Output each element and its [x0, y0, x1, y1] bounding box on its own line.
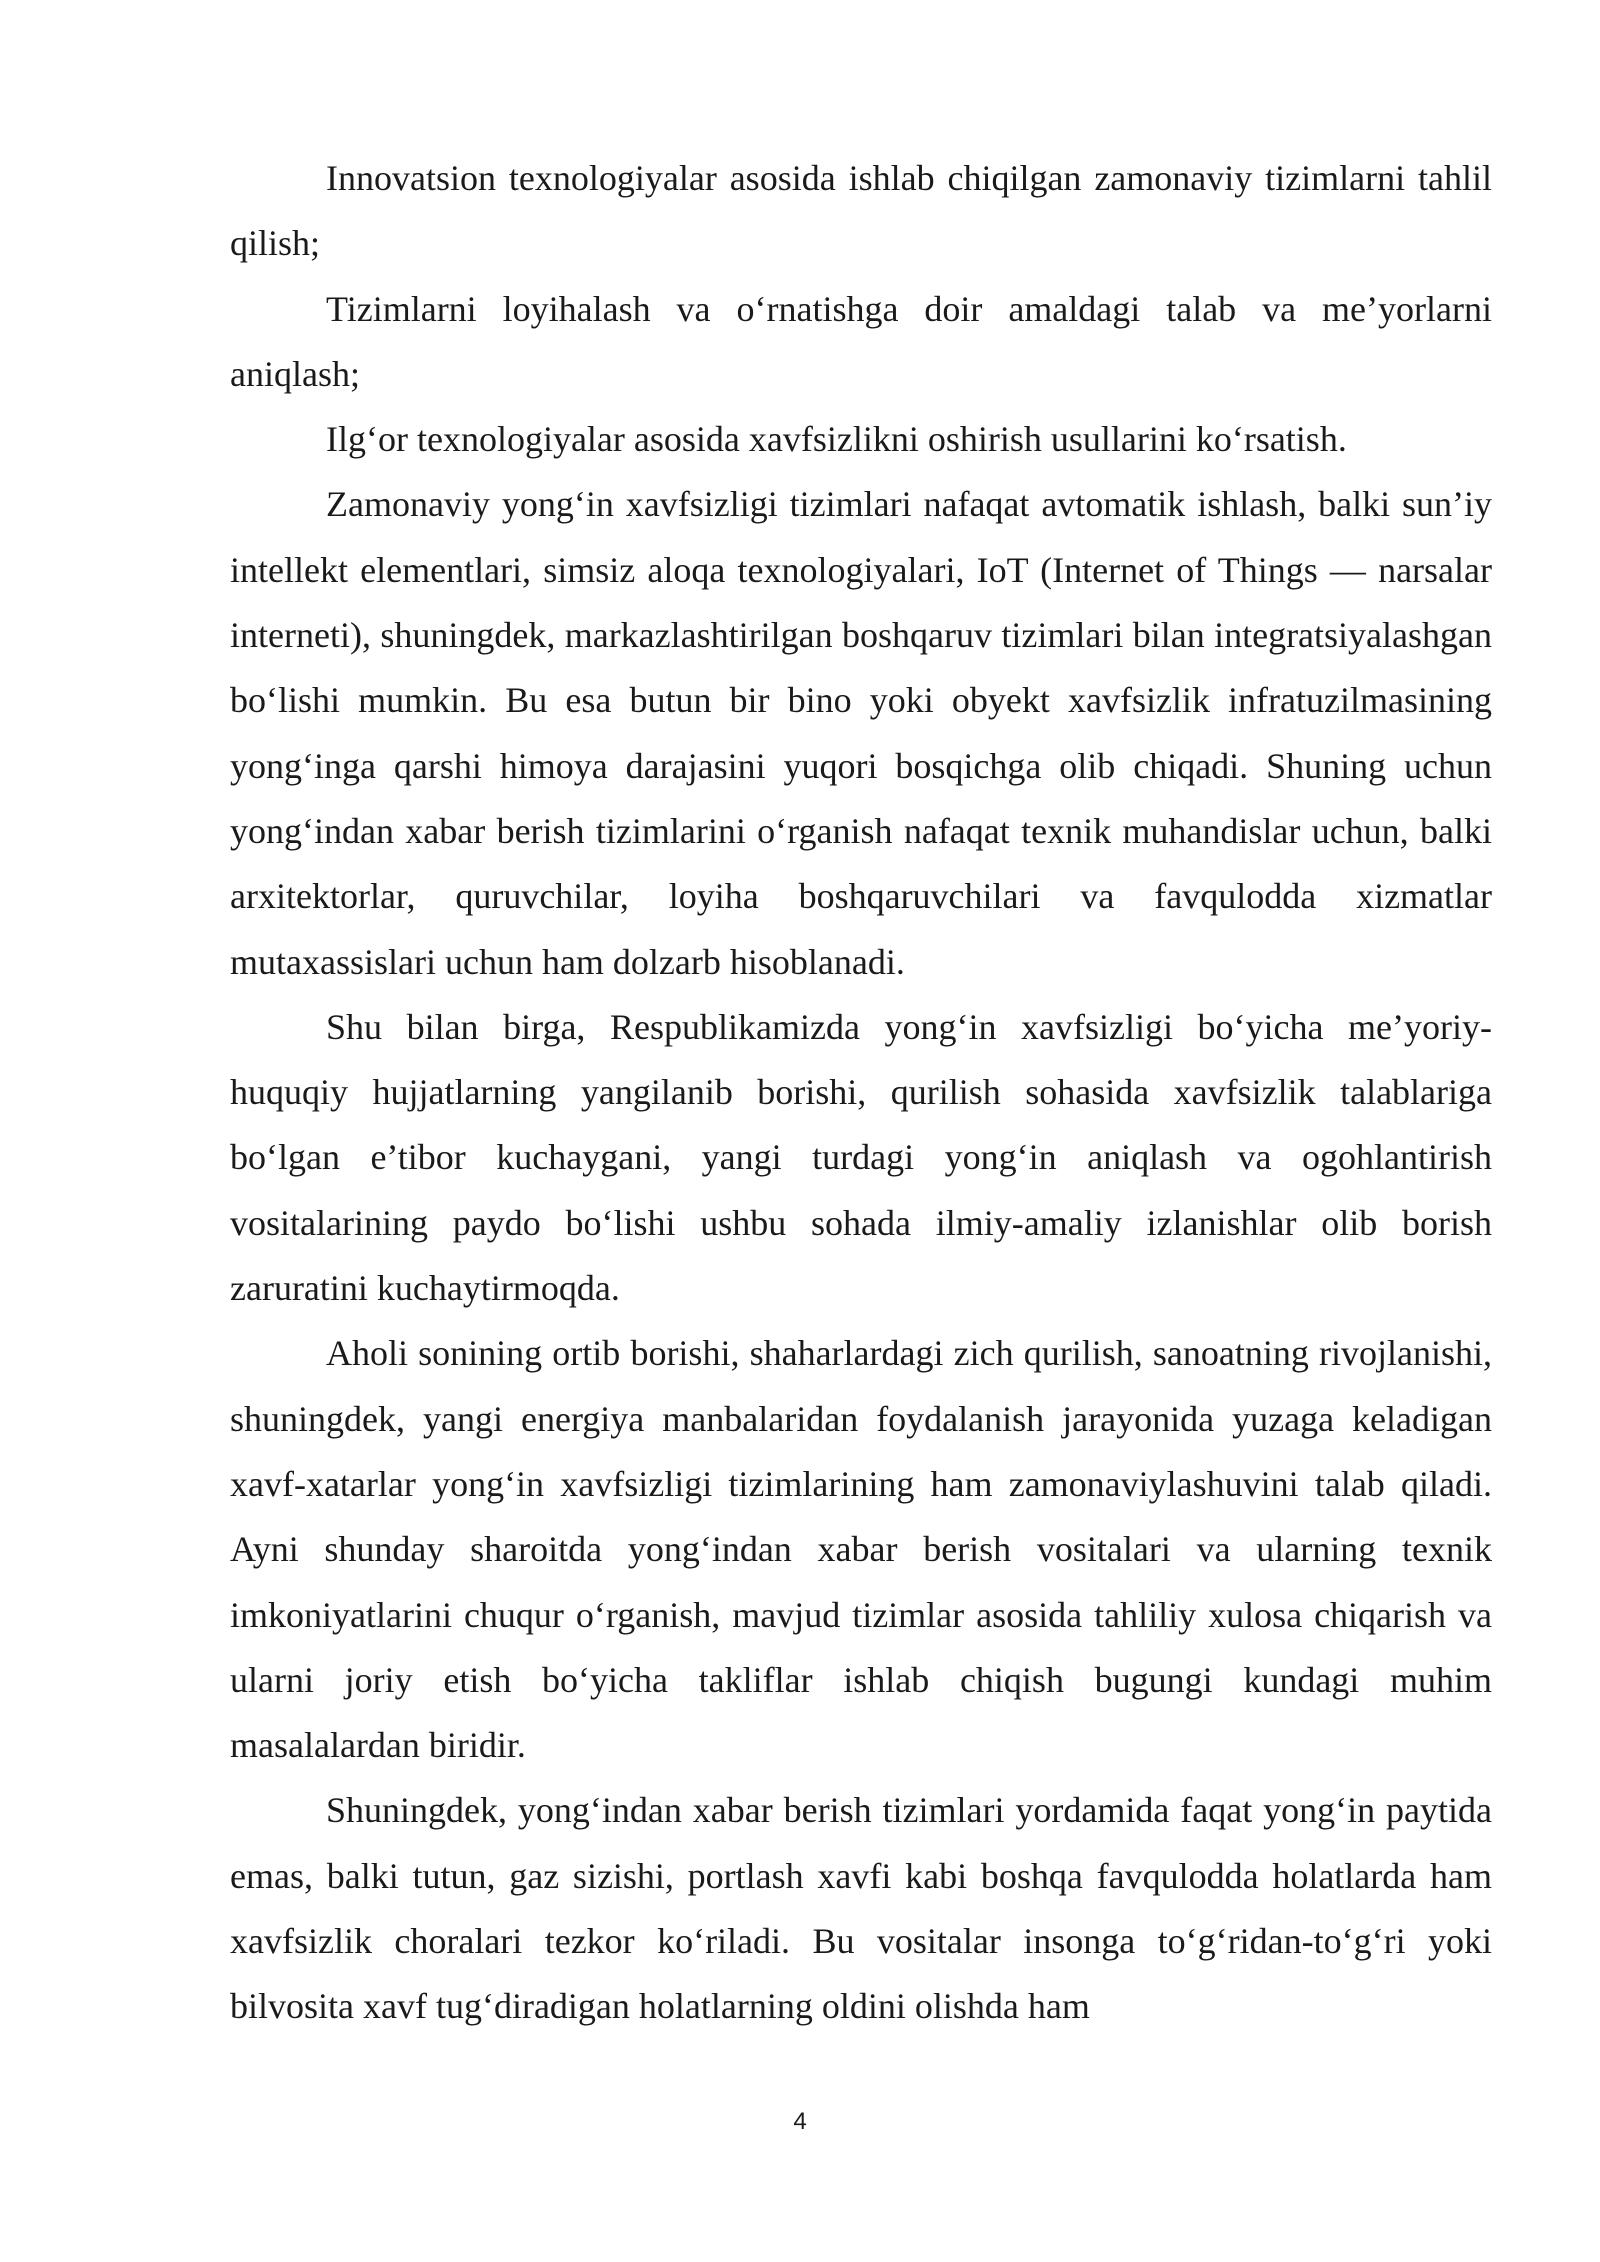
paragraph-goal-methods: Ilg‘or texnologiyalar asosida xavfsizlikni oshirish usullarini ko‘rsatish. [326, 419, 1347, 460]
paragraph-goal-analysis: Innovatsion texnologiyalar asosida ishlab chiqilgan zamonaviy tizimlarni tahlil qilish; [230, 158, 1492, 264]
paragraph-modern-systems: Zamonaviy yong‘in xavfsizligi tizimlari nafaqat avtomatik ishlash, balki sun’iy intellekt elementlari, simsiz aloqa texnologiyalari, IoT (Internet of Things — narsalar interneti), shuningdek, markazlashtirilgan boshqaruv tizimlari bilan integratsiyalashgan bo‘lishi mumkin. Bu esa butun bir bino yoki obyekt xavfsizlik infratuzilmasining yong‘inga qarshi himoya darajasini yuqori bosqichga olib chiqadi. Shuning uchun yong‘indan xabar berish tizimlarini o‘rganish nafaqat texnik muhandislar uchun, balki arxitektorlar, quruvchilar, loyiha boshqaruvchilari va favqulodda xizmatlar mutaxassislari uchun ham dolzarb hisoblanadi. [230, 484, 1492, 982]
paragraph-emergency-situations: Shuningdek, yong‘indan xabar berish tizimlari yordamida faqat yong‘in paytida emas, balki tutun, gaz sizishi, portlash xavfi kabi boshqa favqulodda holatlarda ham xavfsizlik choralari tezkor ko‘riladi. Bu vositalar insonga to‘g‘ridan-to‘g‘ri yoki bilvosita xavf tug‘diradigan holatlarning oldini olishda ham [230, 1790, 1492, 2027]
paragraph-population-growth: Aholi sonining ortib borishi, shaharlardagi zich qurilish, sanoatning rivojlanishi, shuningdek, yangi energiya manbalaridan foydalanish jarayonida yuzaga keladigan xavf-xatarlar yong‘in xavfsizligi tizimlarining ham zamonaviylashuvini talab qiladi. Ayni shunday sharoitda yong‘indan xabar berish vositalari va ularning texnik imkoniyatlarini chuqur o‘rganish, mavjud tizimlar asosida tahliliy xulosa chiqarish va ularni joriy etish bo‘yicha takliflar ishlab chiqish bugungi kundagi muhim masalalardan biridir. [230, 1333, 1492, 1766]
paragraph-goal-design: Tizimlarni loyihalash va o‘rnatishga doir amaldagi talab va me’yorlarni aniqlash; [230, 288, 1492, 394]
page-number: 4 [793, 2108, 807, 2135]
paragraph-regulations: Shu bilan birga, Respublikamizda yong‘in xavfsizligi bo‘yicha me’yoriy-huquqiy hujjatlarning yangilanib borishi, qurilish sohasida xavfsizlik talablariga bo‘lgan e’tibor kuchaygani, yangi turdagi yong‘in aniqlash va ogohlantirish vositalarining paydo bo‘lishi ushbu sohada ilmiy-amaliy izlanishlar olib borish zaruratini kuchaytirmoqda. [230, 1006, 1492, 1309]
body-text [230, 146, 1492, 2040]
